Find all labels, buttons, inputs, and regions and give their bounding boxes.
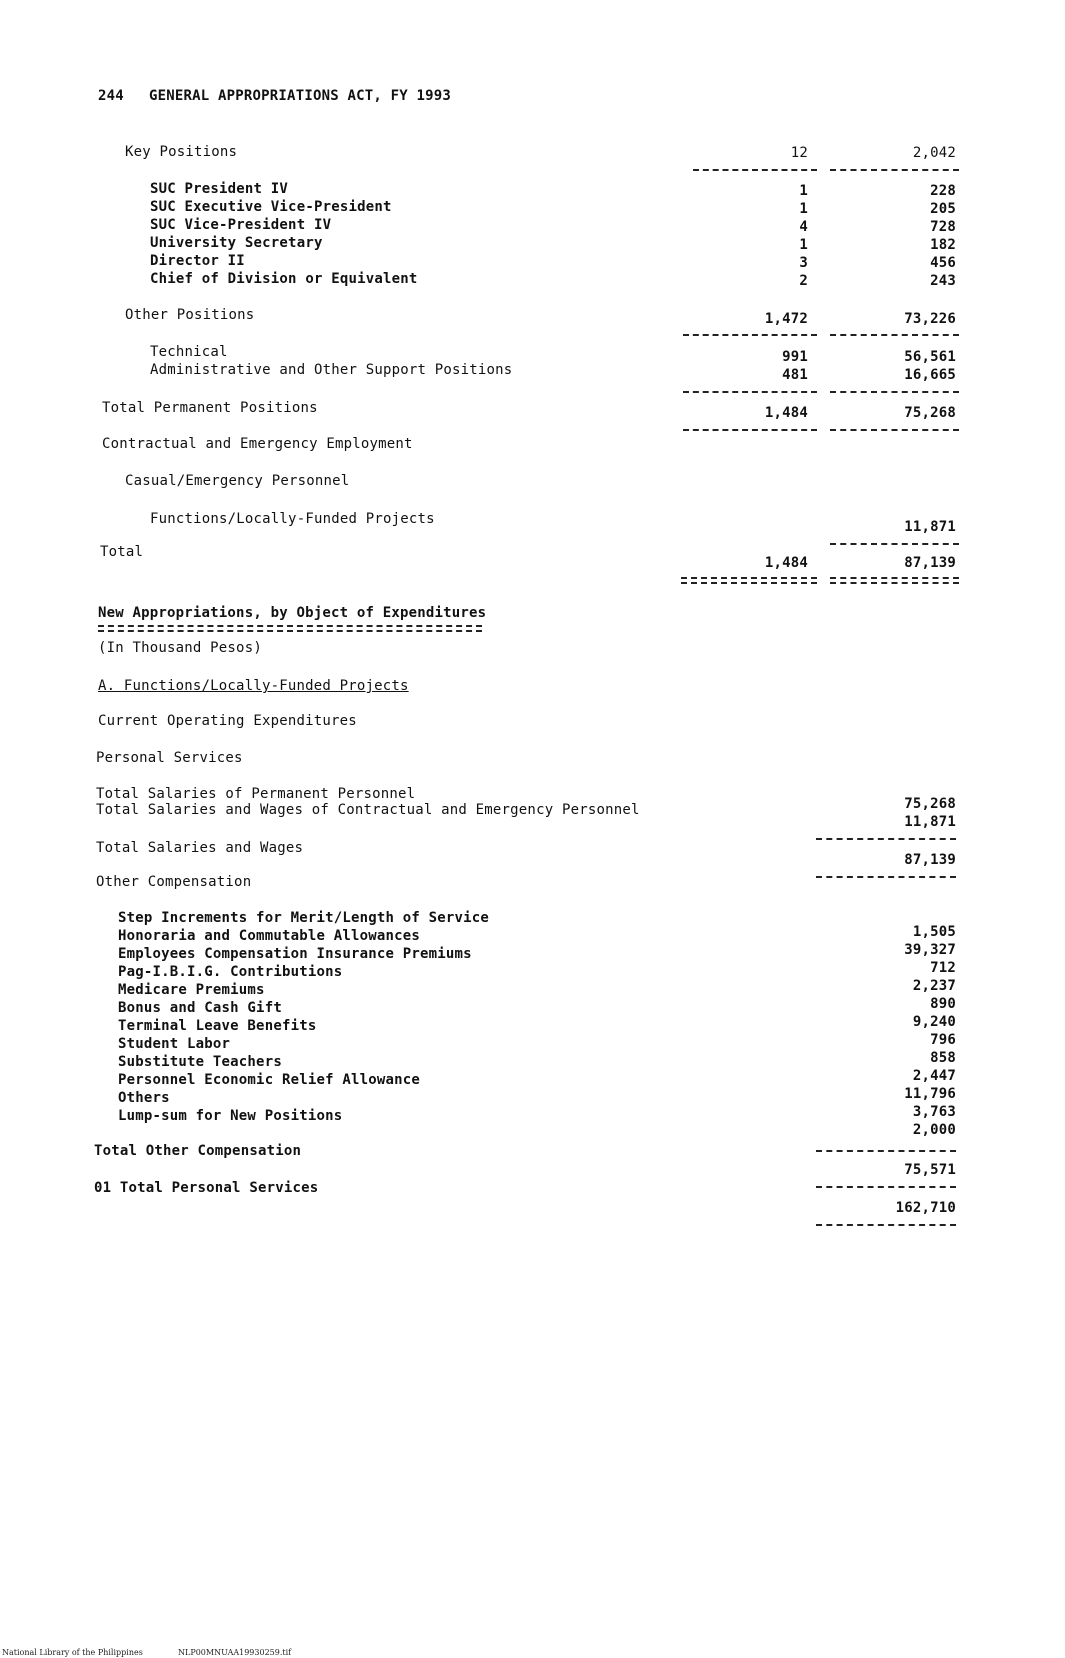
total-personal-services-amount: 162,710	[895, 1200, 956, 1216]
salaries-permanent-label: Total Salaries of Permanent Personnel	[96, 786, 416, 802]
functions-amount: 11,871	[904, 519, 956, 535]
amount: 9,240	[912, 1014, 956, 1030]
rule	[830, 391, 959, 393]
amount: 11,796	[904, 1086, 956, 1102]
list-item-label: SUC President IV	[150, 181, 289, 197]
page-title: GENERAL APPROPRIATIONS ACT, FY 1993	[149, 88, 452, 104]
total-salaries-amount: 87,139	[904, 852, 956, 868]
amount: 2,000	[912, 1122, 956, 1138]
list-item: Terminal Leave Benefits	[118, 1018, 317, 1034]
total-other-compensation-amount: 75,571	[904, 1162, 956, 1178]
list-item-label: SUC Executive Vice-President	[150, 199, 392, 215]
section-a-heading: A. Functions/Locally-Funded Projects	[98, 678, 409, 694]
other-positions-label: Other Positions	[125, 307, 255, 323]
salaries-contractual-label: Total Salaries and Wages of Contractual and Emergency Personnel	[96, 802, 640, 818]
total-permanent-label: Total Permanent Positions	[102, 400, 318, 416]
salaries-contractual-amount: 11,871	[904, 814, 956, 830]
rule	[816, 1224, 956, 1226]
list-item-amount: 16,665	[904, 367, 956, 383]
list-item: Medicare Premiums	[118, 982, 265, 998]
list-item: Step Increments for Merit/Length of Service	[118, 910, 490, 926]
amount: 2,447	[912, 1068, 956, 1084]
list-item-amount: 243	[930, 273, 956, 289]
total-permanent-count: 1,484	[764, 405, 808, 421]
list-item: Bonus and Cash Gift	[118, 1000, 282, 1016]
other-positions-amount: 73,226	[904, 311, 956, 327]
casual-label: Casual/Emergency Personnel	[125, 473, 350, 489]
total-other-compensation-label: Total Other Compensation	[94, 1143, 302, 1159]
list-item: Others	[118, 1090, 170, 1106]
list-item-count: 1	[799, 201, 808, 217]
list-item: Personnel Economic Relief Allowance	[118, 1072, 421, 1088]
amount: 858	[930, 1050, 956, 1066]
key-positions-amount: 2,042	[912, 145, 956, 161]
other-positions-count: 1,472	[764, 311, 808, 327]
double-rule	[681, 577, 817, 584]
amount: 2,237	[912, 978, 956, 994]
list-item-count: 4	[799, 219, 808, 235]
rule	[830, 429, 959, 431]
total-salaries-label: Total Salaries and Wages	[96, 840, 304, 856]
rule	[816, 838, 956, 840]
list-item-label: Director II	[150, 253, 245, 269]
total-permanent-amount: 75,268	[904, 405, 956, 421]
rule	[816, 1150, 956, 1152]
list-item-count: 1	[799, 237, 808, 253]
total-amount: 87,139	[904, 555, 956, 571]
footer-library: National Library of the Philippines	[2, 1648, 143, 1657]
salaries-permanent-amount: 75,268	[904, 796, 956, 812]
rule	[830, 169, 959, 171]
list-item-label: Administrative and Other Support Positions	[150, 362, 513, 378]
list-item: Honoraria and Commutable Allowances	[118, 928, 421, 944]
rule	[816, 876, 956, 878]
total-personal-services-label: 01 Total Personal Services	[94, 1180, 319, 1196]
rule	[816, 1186, 956, 1188]
rule	[683, 391, 817, 393]
list-item: Lump-sum for New Positions	[118, 1108, 343, 1124]
total-count: 1,484	[764, 555, 808, 571]
appropriations-title: New Appropriations, by Object of Expenditures	[98, 605, 487, 621]
personal-services-label: Personal Services	[96, 750, 243, 766]
list-item-amount: 228	[930, 183, 956, 199]
list-item: Pag-I.B.I.G. Contributions	[118, 964, 343, 980]
list-item-label: Technical	[150, 344, 228, 360]
list-item-amount: 56,561	[904, 349, 956, 365]
list-item-amount: 205	[930, 201, 956, 217]
list-item-count: 3	[799, 255, 808, 271]
key-positions-count: 12	[790, 145, 808, 161]
list-item: Employees Compensation Insurance Premiums	[118, 946, 472, 962]
double-rule	[830, 577, 959, 584]
footer-file: NLP00MNUAA19930259.tif	[178, 1648, 292, 1657]
list-item-label: SUC Vice-President IV	[150, 217, 332, 233]
rule	[683, 334, 817, 336]
list-item-amount: 728	[930, 219, 956, 235]
rule	[830, 543, 959, 545]
amount: 890	[930, 996, 956, 1012]
list-item-label: Chief of Division or Equivalent	[150, 271, 418, 287]
other-compensation-label: Other Compensation	[96, 874, 252, 890]
key-positions-label: Key Positions	[125, 144, 238, 160]
amount: 39,327	[904, 942, 956, 958]
double-rule	[98, 625, 482, 632]
list-item: Substitute Teachers	[118, 1054, 282, 1070]
list-item-count: 1	[799, 183, 808, 199]
total-label: Total	[100, 544, 144, 560]
amount: 1,505	[912, 924, 956, 940]
current-operating-label: Current Operating Expenditures	[98, 713, 357, 729]
list-item-label: University Secretary	[150, 235, 323, 251]
list-item-count: 481	[782, 367, 808, 383]
functions-label: Functions/Locally-Funded Projects	[150, 511, 435, 527]
list-item: Student Labor	[118, 1036, 231, 1052]
amount: 3,763	[912, 1104, 956, 1120]
list-item-count: 991	[782, 349, 808, 365]
unit-label: (In Thousand Pesos)	[98, 640, 262, 656]
list-item-count: 2	[799, 273, 808, 289]
list-item-amount: 456	[930, 255, 956, 271]
amount: 712	[930, 960, 956, 976]
amount: 796	[930, 1032, 956, 1048]
list-item-amount: 182	[930, 237, 956, 253]
contractual-label: Contractual and Emergency Employment	[102, 436, 413, 452]
rule	[683, 429, 817, 431]
rule	[693, 169, 817, 171]
rule	[830, 334, 959, 336]
page-number: 244	[98, 88, 124, 104]
